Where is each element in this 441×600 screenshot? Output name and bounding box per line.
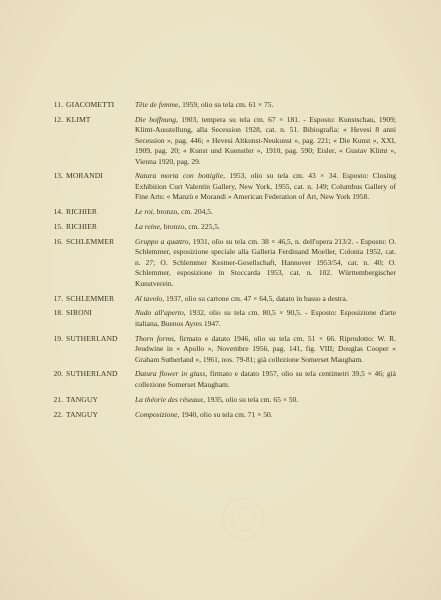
catalog-entry [50, 207, 396, 217]
catalog-entry [50, 294, 396, 304]
entry-title: Le roi, [135, 207, 155, 217]
entry-number: 21. [53, 394, 63, 404]
entry-artist: SCHLEMMER [66, 236, 115, 246]
entry-description [135, 100, 396, 110]
entry-number: 14. [53, 207, 63, 217]
entry-title: Al tavolo, [135, 293, 165, 303]
entry-title: Nudo all'aperto, [135, 308, 186, 318]
catalog-entry [50, 115, 396, 167]
entry-details: firmato e datato 1946, olio su tela cm. 51 × 66. Riprodotto: W. R. Jeudwine in « Apollo », Novembre 1956, pag. 141, fig. VIII; Douglas Cooper « Graham Sutherland », 1961, nos. 79-81; già collezione Somerset Maugham. [135, 333, 396, 364]
entry-details: bronzo, cm. 225,5. [161, 222, 220, 232]
entry-details: 1931, olio su tela cm. 38 × 46,5, n. dell'opera 213/2. - Esposto: O. Schlemmer, esposizione speciale alla Galleria Ferdinand Moeller, Colonia 1952, cat. n. 27; O. Schlemmer Kestner-Gesellschaft, Hannover 1953/54, cat. n. 40; O. Schlemmer, esposizione in Stoccarda 1953, cat. n. 102. Württembergischer Kunstverein. [135, 236, 396, 288]
entry-description [135, 237, 396, 289]
entry-description [135, 334, 396, 365]
entry-artist: GIACOMETTI [66, 100, 115, 109]
catalog-list [50, 100, 396, 425]
entry-title: Tête de femme, [135, 100, 181, 109]
entry-artist: TANGUY [66, 409, 99, 419]
entry-artist: SUTHERLAND [66, 369, 118, 379]
entry-artist: KLIMT [66, 114, 91, 124]
catalog-entry [50, 237, 396, 289]
catalog-entry [50, 395, 396, 405]
entry-number: 18. [53, 308, 63, 318]
entry-artist: RICHIER [66, 207, 98, 217]
entry-title: La reine, [135, 222, 162, 232]
entry-number: 12. [53, 114, 63, 124]
entry-description [135, 294, 396, 304]
entry-artist: SCHLEMMER [66, 293, 115, 303]
catalog-entry [50, 171, 396, 202]
entry-artist: MORANDI [66, 171, 103, 181]
entry-number: 11. [53, 100, 63, 109]
entry-artist: SIRONI [66, 308, 92, 318]
entry-details: 1903, tempera su tela cm. 67 × 181. - Esposto: Kunstschau, 1909; Klimt-Ausstellung, alla Secession 1928, cat. n. 51. Bibiografia: « Hevesi 8 anni Secession », pag. 446; « Hevesi Altkunst-Neukunst », pag. 221; « Die Kunst », XXI, 1909, pag. 20; « Kunst und Kuenstler », 1910, pag. 590; Eisler, « Gustav Klimt », Vienna 1920, pag. 29. [135, 114, 396, 166]
catalog-entry [50, 369, 396, 390]
catalog-entry [50, 410, 396, 420]
entry-details: firmato e datato 1957, olio su tela centimetri 39,5 × 46; già collezione Somerset Maugham. [135, 369, 396, 389]
catalog-entry [50, 222, 396, 232]
entry-description [135, 308, 396, 329]
entry-artist: TANGUY [66, 394, 99, 404]
entry-details: 1935, olio su tela cm. 65 × 50. [205, 394, 299, 404]
entry-title: Die hoffnung, [135, 114, 178, 124]
entry-number: 15. [53, 222, 63, 232]
entry-description [135, 207, 396, 217]
entry-description [135, 222, 396, 232]
entry-title: Thorn forms, [135, 333, 176, 343]
entry-details: bronzo, cm. 204,5. [154, 207, 213, 217]
catalog-entry [50, 308, 396, 329]
embossed-seal [222, 498, 264, 540]
entry-description [135, 410, 396, 420]
entry-title: Natura morta con bottiglie, [135, 171, 225, 181]
catalog-entry [50, 334, 396, 365]
entry-number: 19. [53, 333, 63, 343]
entry-title: La théorie des réseaux, [135, 394, 205, 404]
entry-description [135, 395, 396, 405]
entry-number: 20. [53, 369, 63, 379]
entry-details: 1937, olio su cartone cm. 47 × 64,5, datato in basso a destra. [164, 293, 348, 303]
entry-number: 17. [53, 293, 63, 303]
entry-number: 13. [53, 171, 63, 181]
entry-description [135, 369, 396, 390]
entry-description [135, 115, 396, 167]
entry-title: Gruppo a quattro, [135, 236, 191, 246]
entry-details: 1932, olio su tela cm. 80,5 × 90,5. - Esposto: Esposizione d'arte italiana, Buenos Ayres 1947. [135, 308, 396, 328]
entry-details: 1953, olio su tela cm. 43 × 34. Esposto: Closing Exhibition Curt Valentin Gallery, New York, 1955, cat. n. 149; Columbus Gallery of Fine Arts: « Manzù e Morandi » American Federation of Art, New York 1958. [135, 171, 397, 202]
entry-number: 16. [53, 236, 63, 246]
entry-details: 1940, olio su tela cm. 71 × 50. [179, 409, 273, 419]
entry-artist: SUTHERLAND [66, 333, 118, 343]
entry-artist: RICHIER [66, 222, 98, 232]
entry-number: 22. [53, 409, 63, 419]
entry-description [135, 171, 396, 202]
catalog-entry [50, 100, 396, 110]
entry-title: Composizione, [135, 409, 180, 419]
entry-title: Datura flower in glass, [135, 369, 208, 379]
entry-details: 1959, olio su tela cm. 61 × 75. [180, 100, 274, 109]
